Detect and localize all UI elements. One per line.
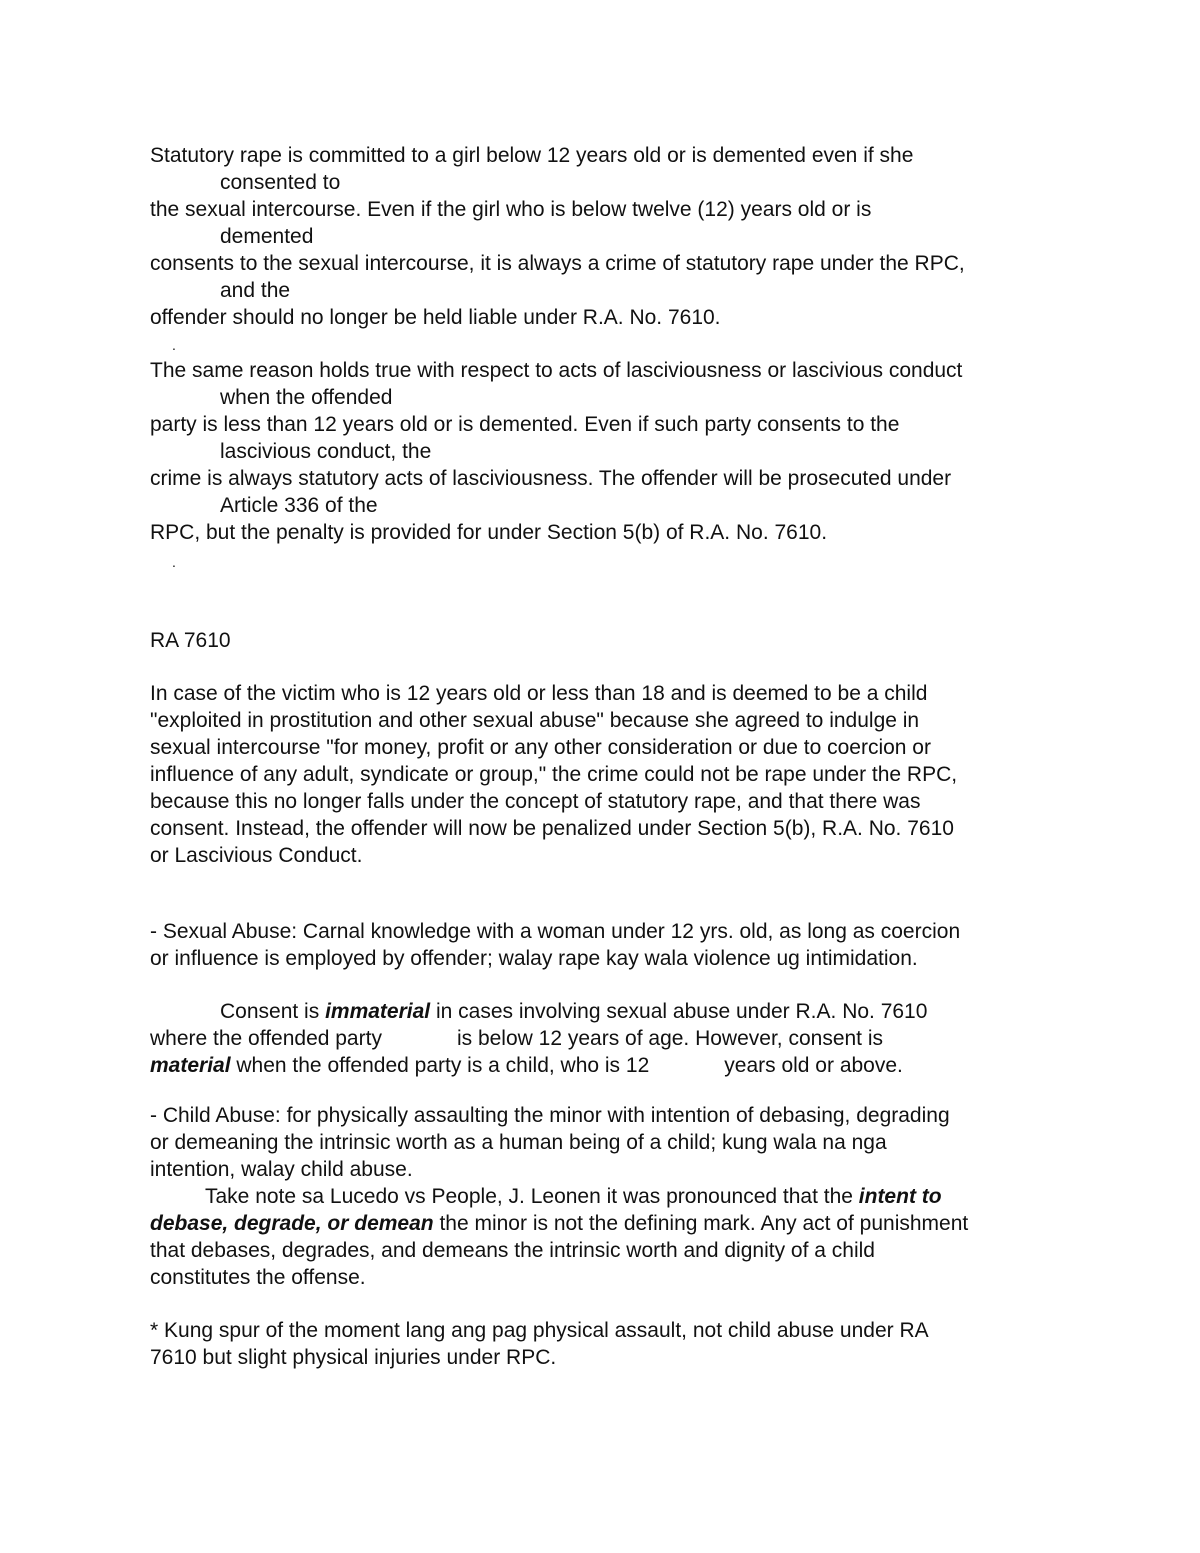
text-line: consent. Instead, the offender will now be penalized under Section 5(b), R.A. No. 7610 [150,817,954,840]
text-line: In case of the victim who is 12 years old or less than 18 and is deemed to be a child [150,682,928,705]
text-line: and the [220,279,291,302]
lasciviousness-paragraph [150,357,1060,546]
text-line: crime is always statutory acts of lasciviousness. The offender will be prosecuted under [150,467,952,490]
text-line: lascivious conduct, the [220,440,432,463]
emphasis-text: debase, degrade, or demean [150,1212,434,1235]
text-line: sexual intercourse "for money, profit or any other consideration or due to coercion or [150,736,931,759]
text-line [150,1210,1060,1237]
consent-paragraph [150,998,1060,1079]
ra-heading-text: RA 7610 [150,629,231,652]
text-span: the minor is not the defining mark. Any act of punishment [433,1212,969,1235]
text-line: constitutes the offense. [150,1266,366,1289]
text-span: is below 12 years of age. However, consent is [456,1027,884,1050]
text-line [150,998,1060,1025]
text-span: in cases involving sexual abuse under R.A. No. 7610 [430,1000,928,1023]
text-line [150,1183,1060,1210]
emphasis-text: intent to [858,1185,942,1208]
stray-period: . [172,554,176,570]
text-line: or Lascivious Conduct. [150,844,363,867]
text-span: Consent is [220,1000,326,1023]
text-line: RPC, but the penalty is provided for under Section 5(b) of R.A. No. 7610. [150,521,828,544]
text-line: the sexual intercourse. Even if the girl who is below twelve (12) years old or is [150,198,872,221]
text-line: when the offended [220,386,393,409]
text-line: consents to the sexual intercourse, it is always a crime of statutory rape under the RPC, [150,252,965,275]
text-line: Statutory rape is committed to a girl below 12 years old or is demented even if she [150,144,914,167]
text-line: party is less than 12 years old or is demented. Even if such party consents to the [150,413,900,436]
text-span: Take note sa Lucedo vs People, J. Leonen it was pronounced that the [205,1185,859,1208]
text-line: that debases, degrades, and demeans the intrinsic worth and dignity of a child [150,1239,875,1262]
text-line: demented [220,225,314,248]
section-heading [150,627,1060,654]
text-line: 7610 but slight physical injuries under RPC. [150,1346,557,1369]
text-line: consented to [220,171,341,194]
text-line: influence of any adult, syndicate or group," the crime could not be rape under the RPC, [150,763,958,786]
text-line: - Child Abuse: for physically assaulting the minor with intention of debasing, degrading [150,1104,950,1127]
text-span: where the offended party [150,1027,382,1050]
sexual-abuse-paragraph [150,918,1060,972]
text-line [150,1025,1060,1052]
child-abuse-paragraph [150,1102,1060,1291]
statutory-rape-paragraph [150,142,1060,331]
emphasis-text: immaterial [325,1000,431,1023]
text-line: - Sexual Abuse: Carnal knowledge with a woman under 12 yrs. old, as long as coercion [150,920,961,943]
text-line: "exploited in prostitution and other sexual abuse" because she agreed to indulge in [150,709,920,732]
stray-period: . [172,337,176,353]
text-line [150,1052,1060,1079]
text-line: offender should no longer be held liable under R.A. No. 7610. [150,306,721,329]
text-line: or influence is employed by offender; walay rape kay wala violence ug intimidation. [150,947,918,970]
text-line: intention, walay child abuse. [150,1158,413,1181]
text-line: or demeaning the intrinsic worth as a human being of a child; kung wala na nga [150,1131,887,1154]
ra-7610-paragraph [150,680,1060,869]
text-line: Article 336 of the [220,494,378,517]
text-span: years old or above. [724,1054,903,1077]
note-paragraph [150,1317,1060,1371]
text-line: The same reason holds true with respect to acts of lasciviousness or lascivious conduct [150,359,963,382]
text-line: because this no longer falls under the concept of statutory rape, and that there was [150,790,921,813]
text-span: when the offended party is a child, who is 12 [230,1054,650,1077]
text-line: * Kung spur of the moment lang ang pag physical assault, not child abuse under RA [150,1319,929,1342]
emphasis-text: material [150,1054,231,1077]
